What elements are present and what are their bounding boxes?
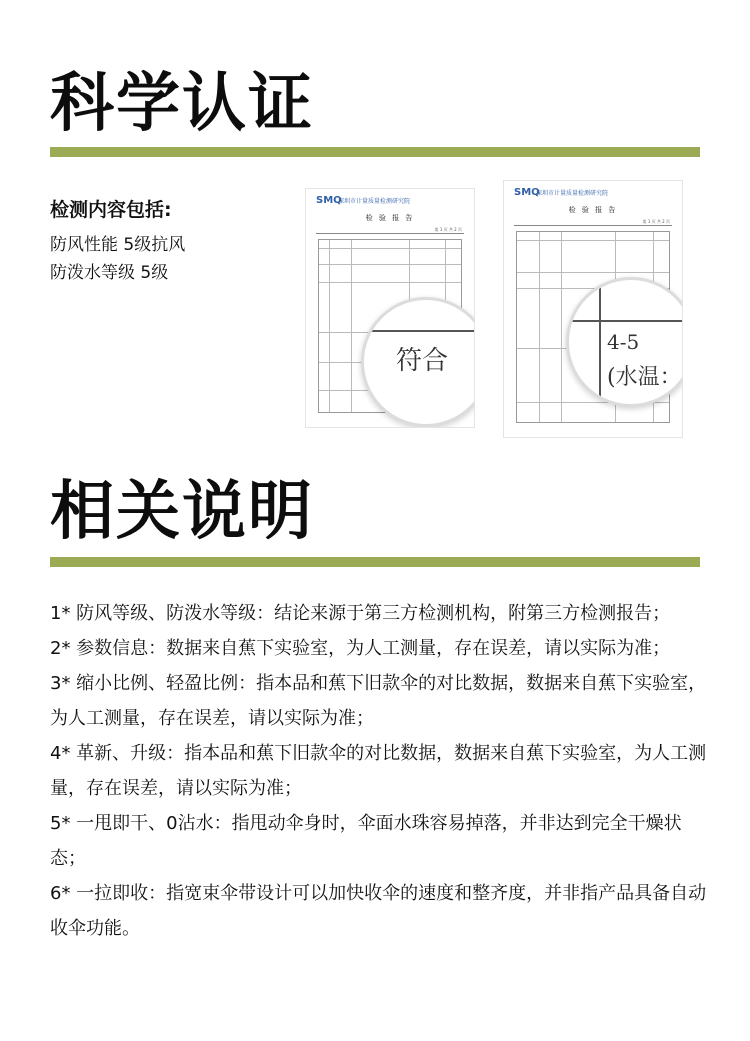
cert-item-water: 防泼水等级 5级 <box>50 263 169 283</box>
note-item: 6* 一拉即收：指宽束伞带设计可以加快收伞的速度和整齐度，并非指产品具备自动收伞功能。 <box>50 883 707 939</box>
report-title: 检 验 报 告 <box>365 214 415 222</box>
note-item: 1* 防风等级、防泼水等级：结论来源于第三方检测机构，附第三方检测报告； <box>50 603 671 624</box>
report-logo: SMQ <box>514 187 540 198</box>
section-title-certification: 科学认证 <box>50 67 314 141</box>
notes-list <box>50 596 710 946</box>
magnified-grade-text: 4-5 <box>607 330 640 354</box>
report-page-info: 第 1 页 共 2 页 <box>642 219 670 224</box>
note-item: 3* 缩小比例、轻盈比例：指本品和蕉下旧款伞的对比数据，数据来自蕉下实验室，为人工测量，存在误差，请以实际为准； <box>50 673 707 729</box>
test-report-image-1 <box>305 188 475 428</box>
magnified-result-text: 符合 <box>396 346 449 376</box>
report-divider <box>514 225 672 226</box>
note-item: 2* 参数信息：数据来自蕉下实验室，为人工测量，存在误差，请以实际为准； <box>50 638 671 659</box>
report-divider <box>316 233 464 234</box>
section-divider-bar <box>50 557 700 567</box>
report-logo-subtitle: 深圳市计量质量检测研究院 <box>536 190 609 197</box>
report-page-info: 第 1 页 共 2 页 <box>434 227 462 232</box>
cert-item-wind: 防风性能 5级抗风 <box>50 235 186 255</box>
report-logo-subtitle: 深圳市计量质量检测研究院 <box>338 198 411 205</box>
report-logo: SMQ <box>316 195 342 206</box>
note-item: 5* 一甩即干、0沾水：指甩动伞身时，伞面水珠容易掉落，并非达到完全干燥状态； <box>50 813 682 869</box>
test-report-image-2 <box>503 180 683 438</box>
section-divider-bar <box>50 147 700 157</box>
section-title-notes: 相关说明 <box>50 475 314 549</box>
note-item: 4* 革新、升级：指本品和蕉下旧款伞的对比数据，数据来自蕉下实验室，为人工测量，存在误差，请以实际为准； <box>50 743 707 799</box>
magnified-note-text: (水温： <box>607 365 682 390</box>
report-title: 检 验 报 告 <box>568 206 618 214</box>
cert-heading: 检测内容包括: <box>50 199 172 221</box>
